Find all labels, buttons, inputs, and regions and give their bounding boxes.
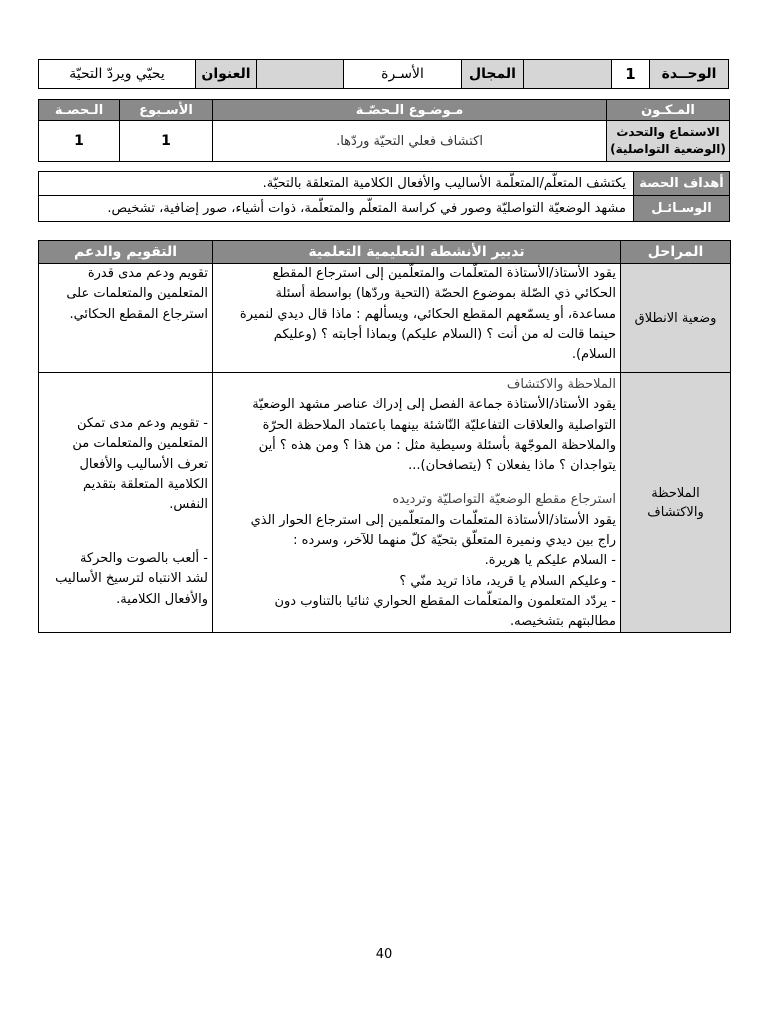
main-table xyxy=(38,240,731,633)
row1-eval-line: تقويم ودعم مدى قدرة xyxy=(87,266,208,281)
section1-line: يقود الأستاذ/الأستاذة جماعة الفصل إلى إدراك عناصر مشهد الوضعيّة xyxy=(252,397,616,413)
component-line-2: (الوضعية التواصلية) xyxy=(610,142,726,156)
section2-title: استرجاع مقطع الوضعيّة التواصليّة وترديده xyxy=(392,492,616,508)
stage-observation-line-1: الملاحظة xyxy=(651,485,700,501)
domain-value: الأسـرة xyxy=(381,66,424,82)
component-line-1: الاستماع والتحدث xyxy=(616,125,720,139)
goals-label: أهداف الحصة xyxy=(634,172,729,195)
row1-activity-line: مساعدة، أو يسمّعهم المقطع الحكائي، ويسألهم : ماذا قال ديدي لنميرة xyxy=(239,306,616,322)
row1-activity-line: حينما قالت له من أنت ؟ (السلام عليكم) وبماذا أجابته ؟ (وعليكم xyxy=(273,326,616,342)
row1-eval-line: المتعلمين والمتعلمات على xyxy=(66,286,208,302)
info-col-session: الـحصـة xyxy=(39,100,119,120)
info-col-topic: مـوضـوع الـحصّـة xyxy=(213,100,606,120)
stage-launch: وضعية الانطلاق xyxy=(621,264,730,372)
section1-line: التواصلية والعلاقات التفاعليّة النّاشئة بينهما باعتماد الملاحظة الحرّة xyxy=(262,417,616,433)
section2-line: مطالبتهم بتشخيصه. xyxy=(510,614,616,630)
info-session-value: 1 xyxy=(74,133,84,149)
info-week-value: 1 xyxy=(161,133,171,149)
section1-title: الملاحظة والاكتشاف xyxy=(506,377,616,392)
stage-observation-line-2: والاكتشاف xyxy=(647,504,704,520)
row1-activity-line: السلام). xyxy=(571,347,616,363)
row2-evaluation-2 xyxy=(42,549,208,610)
row2-evaluation-1 xyxy=(42,414,208,515)
info-col-component: المـكـون xyxy=(607,100,729,120)
row1-activity-line: الحكائي ذي الصّلة بموضوع الحصّة (التحية وردّها) بواسطة أسئلة xyxy=(275,286,616,302)
info-col-week: الأسـبوع xyxy=(120,100,212,120)
section1-line: يتواجدان ؟ ماذا يفعلان ؟ (يتصافحان)... xyxy=(408,458,616,474)
objectives-table xyxy=(38,171,730,222)
row2-eval2-line: والأفعال الكلامية. xyxy=(116,591,208,607)
row1-evaluation xyxy=(42,264,208,325)
unit-label: الوحــدة xyxy=(650,60,728,88)
section2-line: - يردّد المتعلمون والمتعلّمات المقطع الحواري ثنائيا بالتناوب دون xyxy=(274,593,616,609)
means-label: الوسـائـل xyxy=(634,196,729,221)
row2-eval1-line: - تقويم ودعم مدى تمكن xyxy=(76,416,208,431)
header-spacer-1 xyxy=(257,59,343,89)
row1-activity xyxy=(217,264,616,365)
info-topic-value: اكتشاف فعلي التحيّة وردّها. xyxy=(336,133,483,149)
unit-value: 1 xyxy=(625,65,636,83)
unit-box xyxy=(611,59,729,89)
domain-box xyxy=(343,59,524,89)
header-spacer-2 xyxy=(524,59,611,89)
section2-line: راج بين ديدي ونميرة المتعلّق بتحيّة كلّ منهما للآخر، وسرده : xyxy=(293,533,616,549)
row1-activity-line: يقود الأستاذ/الأستاذة المتعلّمات والمتعلّمين إلى استرجاع المقطع xyxy=(272,266,616,281)
domain-label: المجال xyxy=(462,60,523,88)
page-number: 40 xyxy=(375,947,393,962)
row2-eval2-line: لشد الانتباه لترسيخ الأساليب xyxy=(55,571,208,587)
title-box xyxy=(38,59,257,89)
col-stages: المراحل xyxy=(621,241,730,263)
info-table xyxy=(38,99,730,162)
section1-line: والملاحظة الموجّهة بأسئلة وسيطية مثل : من هذا ؟ ومن هذه ؟ أين xyxy=(258,437,616,453)
row2-eval1-line: النفس. xyxy=(169,497,208,513)
section2-line: - وعليكم السلام يا قريد، ماذا تريد منّي ؟ xyxy=(399,573,616,589)
col-activities: تدبير الأنشطة التعليمية التعلمية xyxy=(213,241,620,263)
col-evaluation: التقويم والدعم xyxy=(39,241,212,263)
goals-text: يكتشف المتعلّم/المتعلّمة الأساليب والأفعال الكلامية المتعلقة بالتحيّة. xyxy=(262,176,626,191)
row2-eval1-line: المتعلمين والمتعلمات من xyxy=(72,436,208,452)
title-value: يحيّي ويردّ التحيّة xyxy=(69,66,165,82)
title-label: العنوان xyxy=(196,60,256,88)
row2-eval1-line: تعرف الأساليب والأفعال xyxy=(79,456,208,472)
section2-line: يقود الأستاذ/الأستاذة المتعلّمات والمتعلّمين إلى استرجاع الحوار الذي xyxy=(250,512,616,528)
section2-line: - السلام عليكم يا هريرة. xyxy=(484,553,616,569)
means-text: مشهد الوضعيّة التواصليّة وصور في كراسة المتعلّم والمتعلّمة، ذوات أشياء، صور إضافية، تشخيص. xyxy=(107,201,626,216)
row1-eval-line: استرجاع المقطع الحكائي. xyxy=(69,306,208,322)
stage-observation xyxy=(621,373,730,632)
info-component-value xyxy=(607,121,729,161)
row2-eval1-line: الكلامية المتعلقة بتقديم xyxy=(83,476,208,492)
row2-activity xyxy=(217,375,616,633)
row2-eval2-line: - ألعب بالصوت والحركة xyxy=(79,551,208,566)
